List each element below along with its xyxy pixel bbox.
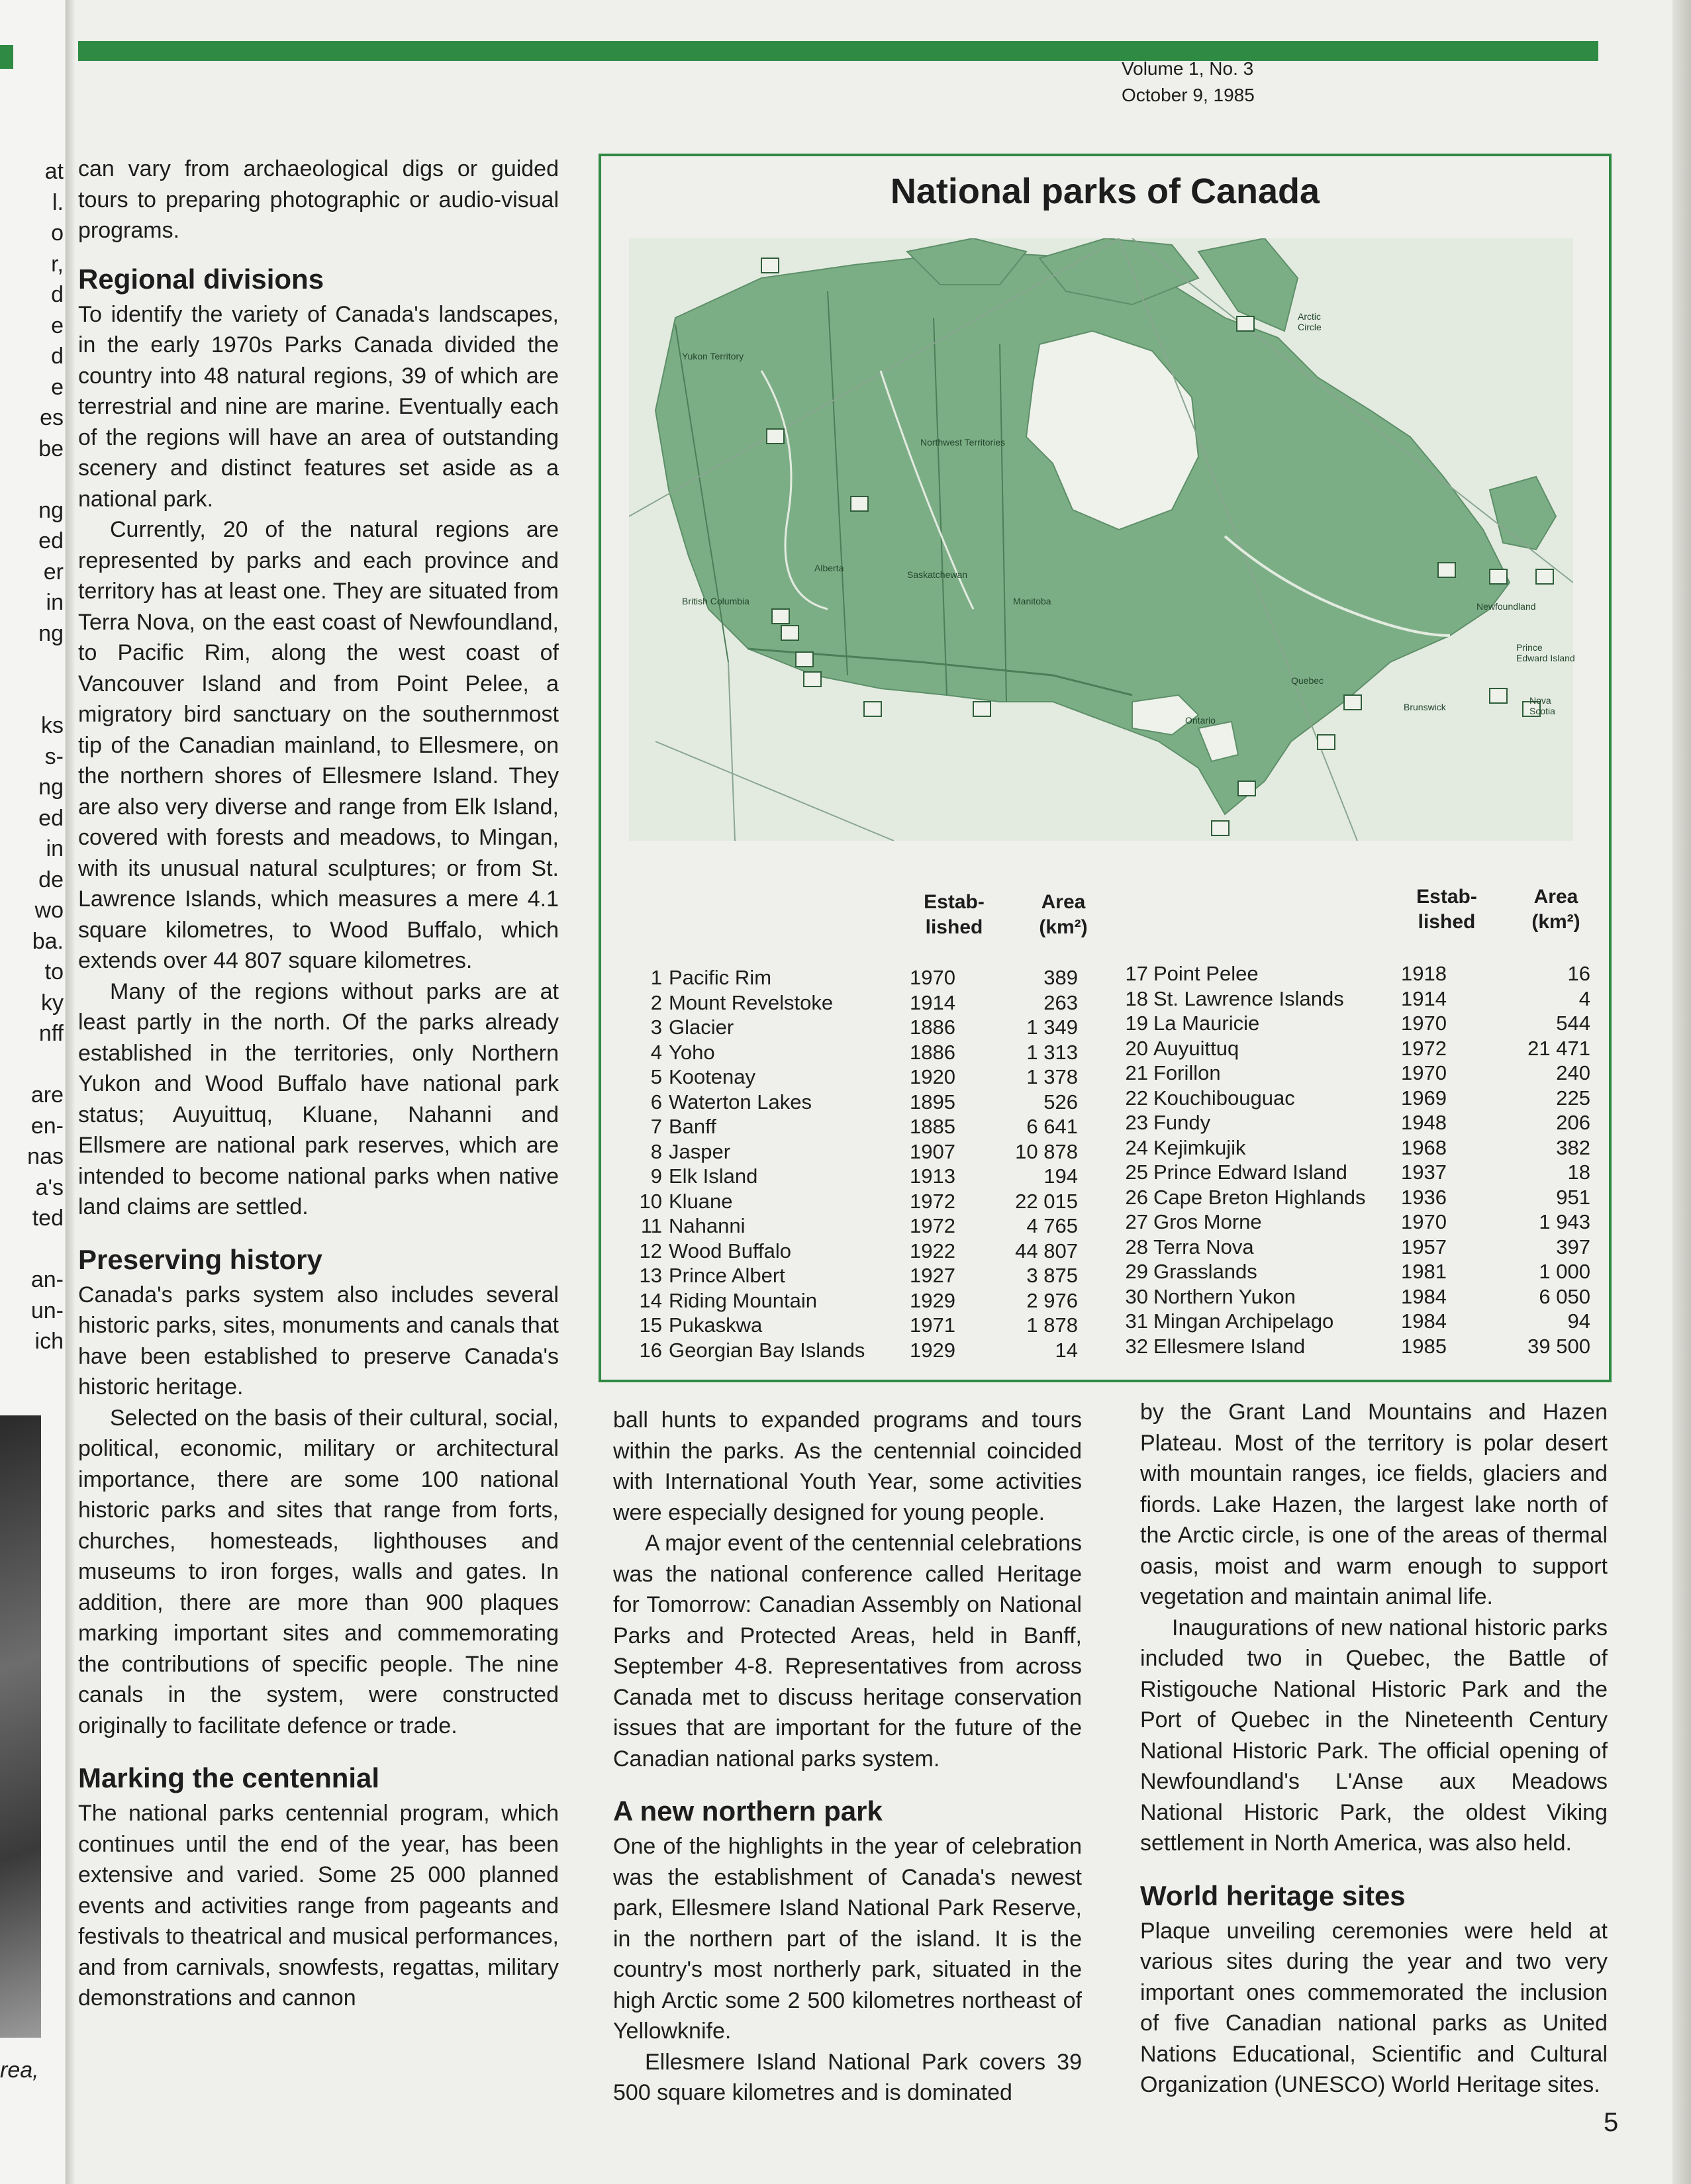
park-number: 8 xyxy=(650,1139,662,1163)
spine-fragment: r, xyxy=(51,251,64,277)
park-row xyxy=(1123,1185,1600,1210)
map-label-bc: British Columbia xyxy=(682,596,749,606)
previous-page-photo xyxy=(0,1415,41,2038)
park-row xyxy=(634,1090,1085,1115)
park-number: 16 xyxy=(639,1338,662,1362)
park-row xyxy=(634,1114,1085,1139)
park-name: Nahanni xyxy=(669,1214,746,1237)
park-established-year: 1970 xyxy=(1401,1012,1447,1035)
park-name: St. Lawrence Islands xyxy=(1153,986,1344,1010)
spine-fragment xyxy=(0,1049,64,1080)
park-established-year: 1968 xyxy=(1401,1135,1447,1159)
map-label-ontario: Ontario xyxy=(1185,715,1216,726)
park-established-year: 1957 xyxy=(1401,1235,1447,1258)
map-label-quebec: Quebec xyxy=(1291,675,1324,686)
paragraph: Plaque unveiling ceremonies were held at various sites during the year and two very important ones commemorated the inclusion of five Canadian national parks as United Nations Educational, Scientific and Cultural Organization (UNESCO) World Heritage sites. xyxy=(1140,1918,1608,2097)
park-name: Cape Breton Highlands xyxy=(1153,1185,1366,1209)
spine-fragment: in xyxy=(46,836,64,861)
park-row xyxy=(1123,1210,1600,1235)
park-number: 18 xyxy=(1125,986,1148,1010)
park-row xyxy=(634,1065,1085,1090)
spine-fragment: d xyxy=(51,282,64,307)
park-number: 1 xyxy=(650,966,662,989)
park-row xyxy=(634,1239,1085,1264)
spine-fragment: ich xyxy=(34,1329,64,1354)
spine-fragment: d xyxy=(51,344,64,369)
park-name: Point Pelee xyxy=(1153,962,1259,985)
park-established-year: 1885 xyxy=(910,1115,955,1138)
article-column-3 xyxy=(1140,1397,1608,2101)
map-label-nova-scotia: Nova Scotia xyxy=(1529,695,1555,716)
page-right-edge xyxy=(1672,0,1691,2184)
spine-fragment: un- xyxy=(30,1298,64,1323)
park-area: 206 xyxy=(1556,1111,1590,1134)
park-row xyxy=(1123,1110,1600,1135)
park-row xyxy=(634,1164,1085,1189)
park-number: 23 xyxy=(1125,1111,1148,1134)
park-area: 1 378 xyxy=(1026,1065,1078,1088)
park-row xyxy=(1123,1011,1600,1036)
park-number: 26 xyxy=(1125,1185,1148,1209)
park-area: 4 xyxy=(1578,986,1590,1010)
park-established-year: 1886 xyxy=(910,1016,955,1039)
park-row xyxy=(1123,1334,1600,1359)
park-established-year: 1972 xyxy=(1401,1036,1447,1060)
park-established-year: 1981 xyxy=(1401,1260,1447,1283)
park-number: 30 xyxy=(1125,1284,1148,1308)
park-area: 397 xyxy=(1556,1235,1590,1258)
header-established-left: Estab- lished xyxy=(924,891,985,938)
spine-fragment: are xyxy=(30,1082,64,1108)
park-established-year: 1971 xyxy=(910,1313,955,1337)
spine-fragment: a's xyxy=(35,1174,64,1200)
park-number: 17 xyxy=(1125,962,1148,985)
park-name: Glacier xyxy=(669,1016,734,1039)
park-area: 1 349 xyxy=(1026,1016,1078,1039)
park-established-year: 1984 xyxy=(1401,1309,1447,1333)
park-row xyxy=(634,1338,1085,1363)
park-name: Banff xyxy=(669,1115,716,1138)
park-row xyxy=(634,1313,1085,1338)
map-label-brunswick: Brunswick xyxy=(1404,702,1446,712)
paragraph: To identify the variety of Canada's landscapes, in the early 1970s Parks Canada divided the country into 48 natural regions, 39 of which are terrestrial and nine are marine. Eventually each of the regions will have an area of outstanding scenery and distinct features set aside as a national park. xyxy=(78,301,559,512)
spine-fragment: s- xyxy=(44,743,64,769)
park-number: 7 xyxy=(650,1115,662,1138)
park-established-year: 1972 xyxy=(910,1214,955,1237)
park-row xyxy=(1123,1160,1600,1185)
park-area: 240 xyxy=(1556,1061,1590,1084)
park-number: 14 xyxy=(639,1288,662,1312)
park-row xyxy=(634,965,1085,990)
map-label-alberta: Alberta xyxy=(814,563,844,573)
park-area: 526 xyxy=(1043,1090,1078,1114)
canada-parks-map xyxy=(629,238,1573,841)
map-label-saskatchewan: Saskatchewan xyxy=(907,569,968,580)
park-established-year: 1913 xyxy=(910,1164,955,1188)
park-name: Auyuittuq xyxy=(1153,1036,1239,1060)
park-number: 20 xyxy=(1125,1036,1148,1060)
header-area-left: Area (km²) xyxy=(1039,891,1088,938)
park-area: 263 xyxy=(1043,990,1078,1014)
park-established-year: 1922 xyxy=(910,1239,955,1262)
park-name: Riding Mountain xyxy=(669,1288,818,1312)
park-area: 6 641 xyxy=(1026,1115,1078,1138)
issue-info xyxy=(1122,56,1255,109)
park-row xyxy=(634,1213,1085,1239)
park-established-year: 1927 xyxy=(910,1264,955,1287)
park-number: 4 xyxy=(650,1040,662,1064)
spine-fragment: nas xyxy=(27,1144,64,1169)
paragraph: Many of the regions without parks are at least partly in the north. Of the parks already established in the territories, only Northern Yukon and Wood Buffalo have national park status; Auyuittuq, Kluane, Nahanni and Ellsmere are national park reserves, which are intended to become national parks when native land claims are settled. xyxy=(78,978,559,1219)
park-area: 39 500 xyxy=(1527,1334,1590,1358)
page-number: 5 xyxy=(1604,2108,1619,2137)
park-row xyxy=(634,1263,1085,1288)
park-area: 951 xyxy=(1556,1185,1590,1209)
paragraph: Currently, 20 of the natural regions are represented by parks and each province and territory has at least one. They are situated from Terra Nova, on the east coast of Newfoundland, to Pacific Rim, along the west coast of Vancouver Island and from Point Pelee, a migratory bird sanctuary on the southernmost tip of the Canadian mainland, to Ellesmere, on the northern shores of Ellesmere Island. They are also very diverse and range from Elk Island, covered with forests and meadows, to Mingan, with its unusual natural sculptures; or from St. Lawrence Islands, which measures a mere 4.1 square kilometres, to Wood Buffalo, which extends over 44 807 square kilometres. xyxy=(78,517,559,973)
header-area-right: Area (km²) xyxy=(1531,886,1580,933)
spine-fragment: ng xyxy=(38,497,64,523)
map-label-newfoundland: Newfoundland xyxy=(1476,601,1536,612)
spine-fragment: ks xyxy=(41,713,64,738)
park-area: 389 xyxy=(1043,966,1078,989)
spine-fragment: ng xyxy=(38,620,64,646)
spine-fragment: be xyxy=(38,436,64,461)
park-name: La Mauricie xyxy=(1153,1012,1260,1035)
spine-fragment: de xyxy=(38,867,64,892)
map-label-nwt: Northwest Territories xyxy=(920,437,1006,448)
map-label-manitoba: Manitoba xyxy=(1013,596,1051,606)
park-name: Kejimkujik xyxy=(1153,1135,1246,1159)
park-area: 44 807 xyxy=(1015,1239,1078,1262)
paragraph: by the Grant Land Mountains and Hazen Plateau. Most of the territory is polar desert with mountain ranges, ice fields, glaciers and fiords. Lake Hazen, the largest lake north of the Arctic circle, is one of the areas of thermal oasis, moist and warm enough to support vegetation and maintain animal life. xyxy=(1140,1400,1608,1609)
paragraph: The national parks centennial program, which continues until the end of the year, has been extensive and varied. Some 25 000 planned events and activities range from pageants and festivals to theatrical and musical performances, and from carnivals, snowfests, regattas, military demonstrations and cannon xyxy=(78,1801,559,2011)
park-area: 1 943 xyxy=(1539,1210,1590,1233)
park-name: Jasper xyxy=(669,1139,731,1163)
spine-fragment xyxy=(0,464,64,495)
park-row xyxy=(1123,1036,1600,1061)
park-established-year: 1972 xyxy=(910,1189,955,1213)
park-established-year: 1936 xyxy=(1401,1185,1447,1209)
spine-fragment: er xyxy=(43,559,64,585)
paragraph: One of the highlights in the year of celebration was the establishment of Canada's newest park, Ellesmere Island National Park Reserve, in the northern part of the island. It is the country's most northerly park, situated in the high Arctic some 2 500 kilometres northeast of Yellowknife. xyxy=(613,1834,1082,2044)
paragraph: Inaugurations of new national historic parks included two in Quebec, the Battle of Ristigouche National Historic Park and the Port of Quebec in the Nineteenth Century National Historic Park. The official opening of Newfoundland's L'Anse aux Meadows National Historic Park, the oldest Viking settlement in North America, was also held. xyxy=(1140,1615,1608,1856)
spine-fragment: in xyxy=(46,590,64,615)
park-name: Mount Revelstoke xyxy=(669,990,834,1014)
park-area: 3 875 xyxy=(1026,1264,1078,1287)
paragraph: Ellesmere Island National Park covers 39 500 square kilometres and is dominated xyxy=(613,2049,1082,2105)
header-green-rule xyxy=(78,41,1598,61)
park-established-year: 1970 xyxy=(1401,1210,1447,1233)
park-row xyxy=(634,1189,1085,1214)
park-area: 16 xyxy=(1567,962,1590,985)
park-row xyxy=(1123,1061,1600,1086)
paragraph: A major event of the centennial celebrations was the national conference called Heritage for Tomorrow: Canadian Assembly on National Parks and Protected Areas, held in Banff, September 4-8. Representatives from across Canada met to discuss heritage conservation issues that are important for the future of the Canadian national parks system. xyxy=(613,1531,1082,1772)
park-number: 13 xyxy=(639,1264,662,1287)
park-number: 32 xyxy=(1125,1334,1148,1358)
park-name: Kootenay xyxy=(669,1065,755,1088)
spine-fragment: es xyxy=(40,405,64,430)
park-area: 4 765 xyxy=(1026,1214,1078,1237)
spine-fragment: nff xyxy=(38,1021,64,1046)
park-row xyxy=(1123,1259,1600,1284)
spine-fragment: e xyxy=(51,374,64,400)
park-area: 2 976 xyxy=(1026,1288,1078,1312)
spine-fragment: at xyxy=(44,159,64,184)
previous-page-green-rule xyxy=(0,45,13,69)
park-area: 1 000 xyxy=(1539,1260,1590,1283)
park-established-year: 1929 xyxy=(910,1338,955,1362)
park-name: Mingan Archipelago xyxy=(1153,1309,1334,1333)
park-area: 1 313 xyxy=(1026,1040,1078,1064)
park-number: 10 xyxy=(639,1189,662,1213)
park-area: 14 xyxy=(1055,1338,1078,1362)
park-area: 225 xyxy=(1556,1086,1590,1110)
section-heading-world-heritage-sites: World heritage sites xyxy=(1140,1879,1406,1911)
park-row xyxy=(1123,1086,1600,1111)
park-row xyxy=(634,1040,1085,1065)
national-parks-sidebar-box xyxy=(599,154,1612,1382)
map-label-yukon: Yukon Territory xyxy=(682,351,744,361)
park-number: 9 xyxy=(650,1164,662,1188)
park-name: Forillon xyxy=(1153,1061,1221,1084)
park-number: 11 xyxy=(640,1214,662,1237)
spine-fragment: ed xyxy=(38,805,64,831)
park-row xyxy=(634,1288,1085,1313)
park-name: Prince Albert xyxy=(669,1264,785,1287)
park-name: Grasslands xyxy=(1153,1260,1257,1283)
park-number: 19 xyxy=(1125,1012,1148,1035)
park-area: 1 878 xyxy=(1026,1313,1078,1337)
paragraph: can vary from archaeological digs or guided tours to preparing photographic or audio-visual programs. xyxy=(78,156,559,243)
park-established-year: 1929 xyxy=(910,1288,955,1312)
park-number: 24 xyxy=(1125,1135,1148,1159)
park-number: 27 xyxy=(1125,1210,1148,1233)
park-row xyxy=(1123,986,1600,1012)
parks-table-left xyxy=(634,965,1085,1376)
park-number: 6 xyxy=(650,1090,662,1114)
park-number: 5 xyxy=(650,1065,662,1088)
park-name: Pukaskwa xyxy=(669,1313,763,1337)
park-established-year: 1937 xyxy=(1401,1161,1447,1184)
park-area: 194 xyxy=(1043,1164,1078,1188)
park-row xyxy=(1123,1309,1600,1334)
park-row xyxy=(1123,1284,1600,1309)
park-area: 18 xyxy=(1567,1161,1590,1184)
section-heading-preserving-history: Preserving history xyxy=(78,1243,322,1275)
park-established-year: 1907 xyxy=(910,1139,955,1163)
park-name: Gros Morne xyxy=(1153,1210,1262,1233)
park-number: 21 xyxy=(1125,1061,1148,1084)
park-number: 31 xyxy=(1125,1309,1148,1333)
park-name: Fundy xyxy=(1153,1111,1211,1134)
park-name: Yoho xyxy=(669,1040,715,1064)
park-name: Prince Edward Island xyxy=(1153,1161,1347,1184)
issue-date: October 9, 1985 xyxy=(1122,85,1255,105)
previous-page-text-fragments xyxy=(0,156,64,1357)
park-row xyxy=(634,1015,1085,1040)
park-row xyxy=(634,990,1085,1016)
park-area: 382 xyxy=(1556,1135,1590,1159)
park-established-year: 1918 xyxy=(1401,962,1447,985)
park-name: Kouchibouguac xyxy=(1153,1086,1295,1110)
park-name: Northern Yukon xyxy=(1153,1284,1296,1308)
park-name: Ellesmere Island xyxy=(1153,1334,1306,1358)
park-number: 22 xyxy=(1125,1086,1148,1110)
park-name: Georgian Bay Islands xyxy=(669,1338,865,1362)
park-established-year: 1895 xyxy=(910,1090,955,1114)
article-column-2 xyxy=(613,1405,1082,2109)
spine-fragment xyxy=(0,680,64,711)
spine-fragment: ng xyxy=(38,775,64,800)
paragraph: ball hunts to expanded programs and tours within the parks. As the centennial coincided with International Youth Year, some activities were especially designed for young people. xyxy=(613,1407,1082,1525)
park-name: Terra Nova xyxy=(1153,1235,1254,1258)
previous-page-caption: rea, xyxy=(0,2058,39,2083)
park-established-year: 1985 xyxy=(1401,1334,1447,1358)
park-row xyxy=(1123,961,1600,986)
park-number: 28 xyxy=(1125,1235,1148,1258)
park-area: 10 878 xyxy=(1015,1139,1078,1163)
park-name: Wood Buffalo xyxy=(669,1239,791,1262)
park-area: 94 xyxy=(1567,1309,1590,1333)
park-established-year: 1914 xyxy=(1401,986,1447,1010)
binding-shadow xyxy=(66,0,75,2184)
spine-fragment: e xyxy=(51,312,64,338)
park-name: Kluane xyxy=(669,1189,733,1213)
section-heading-marking-the-centennial: Marking the centennial xyxy=(78,1762,380,1793)
park-row xyxy=(1123,1135,1600,1161)
paragraph: Selected on the basis of their cultural, social, political, economic, military or architectural importance, there are some 100 national historic parks and sites that range from forts, churches, homesteads, lighthouses and museums to iron forges, walls and gates. In addition, there are more than 900 plaques marking important sites and commemorating the contributions of specific people. The nine canals in the system, were constructed originally to facilitate defence or trade. xyxy=(78,1405,559,1738)
park-number: 2 xyxy=(650,990,662,1014)
volume-number: Volume 1, No. 3 xyxy=(1122,58,1254,79)
canada-map-graphic xyxy=(629,238,1573,841)
box-title: National parks of Canada xyxy=(890,171,1320,211)
park-name: Pacific Rim xyxy=(669,966,772,989)
spine-fragment: ky xyxy=(41,990,64,1016)
spine-fragment xyxy=(0,1234,64,1265)
spine-fragment: o xyxy=(51,220,64,246)
spine-fragment: ted xyxy=(32,1206,64,1231)
park-established-year: 1886 xyxy=(910,1040,955,1064)
park-name: Waterton Lakes xyxy=(669,1090,812,1114)
park-area: 544 xyxy=(1556,1012,1590,1035)
spine-fragment: ba. xyxy=(32,928,64,954)
header-established-right: Estab- lished xyxy=(1416,886,1477,933)
section-heading-regional-divisions: Regional divisions xyxy=(78,263,324,295)
park-row xyxy=(1123,1235,1600,1260)
spine-fragment: en- xyxy=(30,1113,64,1139)
park-number: 15 xyxy=(639,1313,662,1337)
article-column-1 xyxy=(78,154,559,2014)
map-label-arctic-circle: Arctic Circle xyxy=(1298,311,1322,332)
parks-table-right xyxy=(1123,961,1600,1372)
paragraph: Canada's parks system also includes several historic parks, sites, monuments and canals that have been established to preserve Canada's historic heritage. xyxy=(78,1282,559,1400)
spine-fragment: wo xyxy=(34,898,64,923)
spine-fragment: to xyxy=(44,959,64,984)
spine-fragment: l. xyxy=(52,189,64,215)
spine-fragment xyxy=(0,649,64,680)
park-number: 12 xyxy=(639,1239,662,1262)
park-established-year: 1920 xyxy=(910,1065,955,1088)
park-row xyxy=(634,1139,1085,1164)
park-number: 25 xyxy=(1125,1161,1148,1184)
park-established-year: 1984 xyxy=(1401,1284,1447,1308)
park-established-year: 1948 xyxy=(1401,1111,1447,1134)
park-area: 21 471 xyxy=(1527,1036,1590,1060)
park-name: Elk Island xyxy=(669,1164,758,1188)
map-label-pei: Prince Edward Island xyxy=(1516,642,1575,663)
spine-fragment: an- xyxy=(30,1267,64,1292)
park-number: 29 xyxy=(1125,1260,1148,1283)
park-number: 3 xyxy=(650,1016,662,1039)
park-area: 22 015 xyxy=(1015,1189,1078,1213)
section-heading-new-northern-park: A new northern park xyxy=(613,1795,883,1827)
park-established-year: 1914 xyxy=(910,990,955,1014)
park-area: 6 050 xyxy=(1539,1284,1590,1308)
spine-fragment: ed xyxy=(38,528,64,553)
park-established-year: 1970 xyxy=(910,966,955,989)
park-established-year: 1969 xyxy=(1401,1086,1447,1110)
park-established-year: 1970 xyxy=(1401,1061,1447,1084)
